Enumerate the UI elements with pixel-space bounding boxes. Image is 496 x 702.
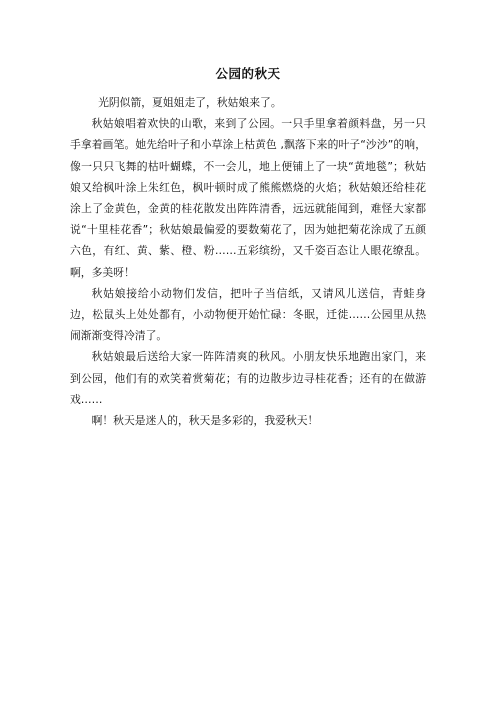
document-body [70, 92, 426, 431]
paragraph-4: 秋姑娘最后送给大家一阵阵清爽的秋风。小朋友快乐地跑出家门，来到公园，他们有的欢笑着赏菊花；有的边散步边寻桂花香；还有的在做游戏…… [70, 350, 426, 406]
document-title: 公园的秋天 [215, 66, 281, 81]
paragraph-5: 啊！秋天是迷人的，秋天是多彩的，我爱秋天！ [91, 414, 319, 428]
paragraph-3: 秋姑娘接给小动物们发信，把叶子当信纸，又请风儿送信，青蛙身边，松鼠头上处处都有，小动物便开始忙碌：冬眠，迁徙……公园里从热闹渐渐变得冷清了。 [70, 286, 426, 343]
paragraph-1: 光阴似箭，夏姐姐走了，秋姑娘来了。 [98, 96, 282, 109]
paragraph-2: 秋姑娘唱着欢快的山歌，来到了公园。一只手里拿着颜料盘，另一只手拿着画笔。她先给叶子和小草涂上枯黄色 ,飘落下来的叶子“沙沙”的响，像一只只飞舞的枯叶蝴蝶，不一会儿，地上便铺上了一块“黄地毯”；秋姑娘又给枫叶涂上朱红色，枫叶顿时成了熊熊燃烧的火焰；秋姑娘还给桂花涂上了金黄色，金黄的桂花散发出阵阵清香，远远就能闻到，难怪大家都说“十里桂花香”；秋姑娘最偏爱的要数菊花了，因为她把菊花涂成了五颜六色，有红、黄、紫、橙、粉……五彩缤纷，又千姿百态让人眼花缭乱。啊，多美呀！ [70, 117, 426, 279]
